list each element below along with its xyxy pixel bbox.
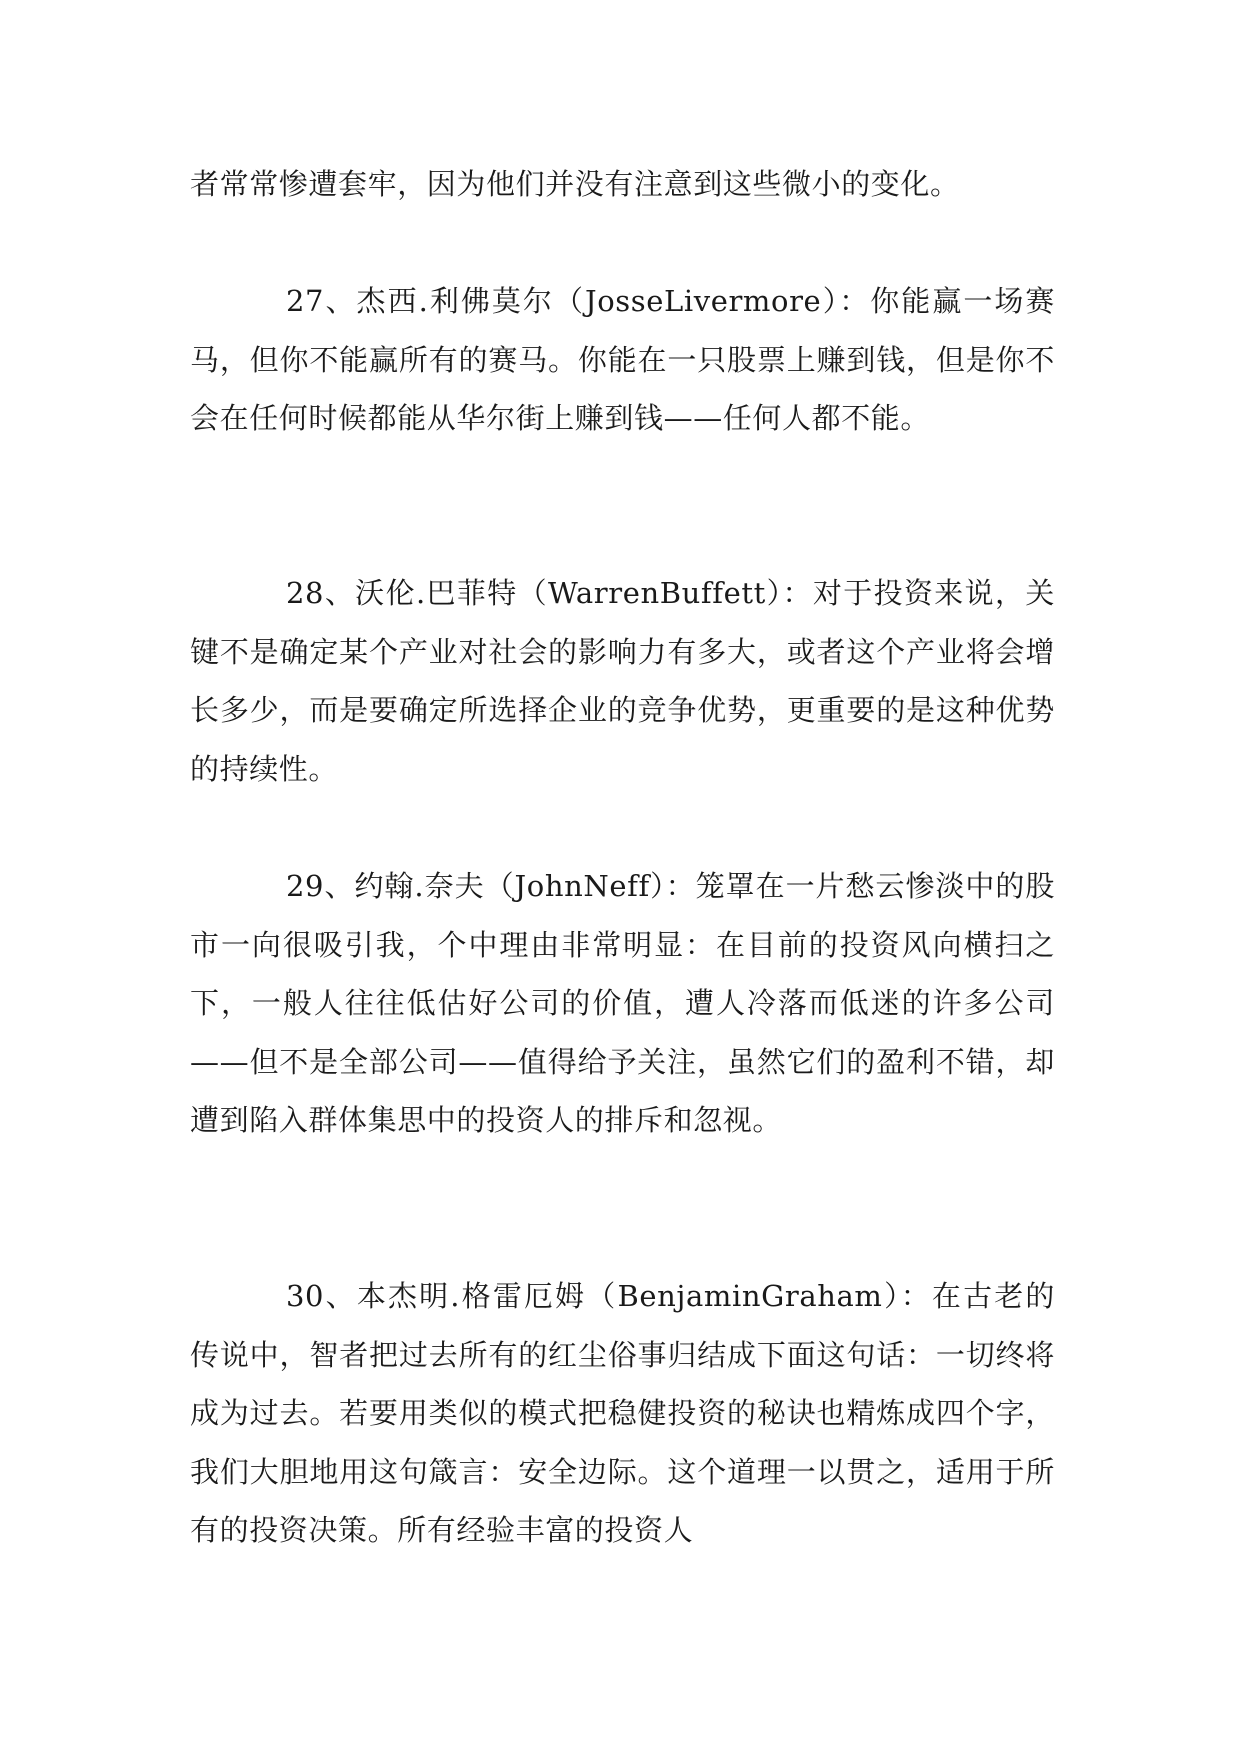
paragraph-quote-28: 28、沃伦.巴菲特（WarrenBuffett）：对于投资来说，关键不是确定某个产业对社会的影响力有多大，或者这个产业将会增长多少，而是要确定所选择企业的竞争优势，更重要的是这种优势的持续性。	[190, 576, 1055, 786]
paragraph-quote-29: 29、约翰.奈夫（JohnNeff）：笼罩在一片愁云惨淡中的股市一向很吸引我，个中理由非常明显：在目前的投资风向横扫之下，一般人往往低估好公司的价值，遭人冷落而低迷的许多公司——但不是全部公司——值得给予关注，虽然它们的盈利不错，却遭到陷入群体集思中的投资人的排斥和忽视。	[190, 869, 1055, 1137]
paragraph-quote-27: 27、杰西.利佛莫尔（JosseLivermore）：你能赢一场赛马，但你不能赢所有的赛马。你能在一只股票上赚到钱，但是你不会在任何时候都能从华尔街上赚到钱——任何人都不能。	[190, 284, 1055, 435]
paragraph-continuation: 者常常惨遭套牢，因为他们并没有注意到这些微小的变化。	[190, 167, 960, 201]
paragraph-quote-30: 30、本杰明.格雷厄姆（BenjaminGraham）：在古老的传说中，智者把过去所有的红尘俗事归结成下面这句话：一切终将成为过去。若要用类似的模式把稳健投资的秘诀也精炼成四个字，我们大胆地用这句箴言：安全边际。这个道理一以贯之，适用于所有的投资决策。所有经验丰富的投资人	[190, 1279, 1055, 1547]
